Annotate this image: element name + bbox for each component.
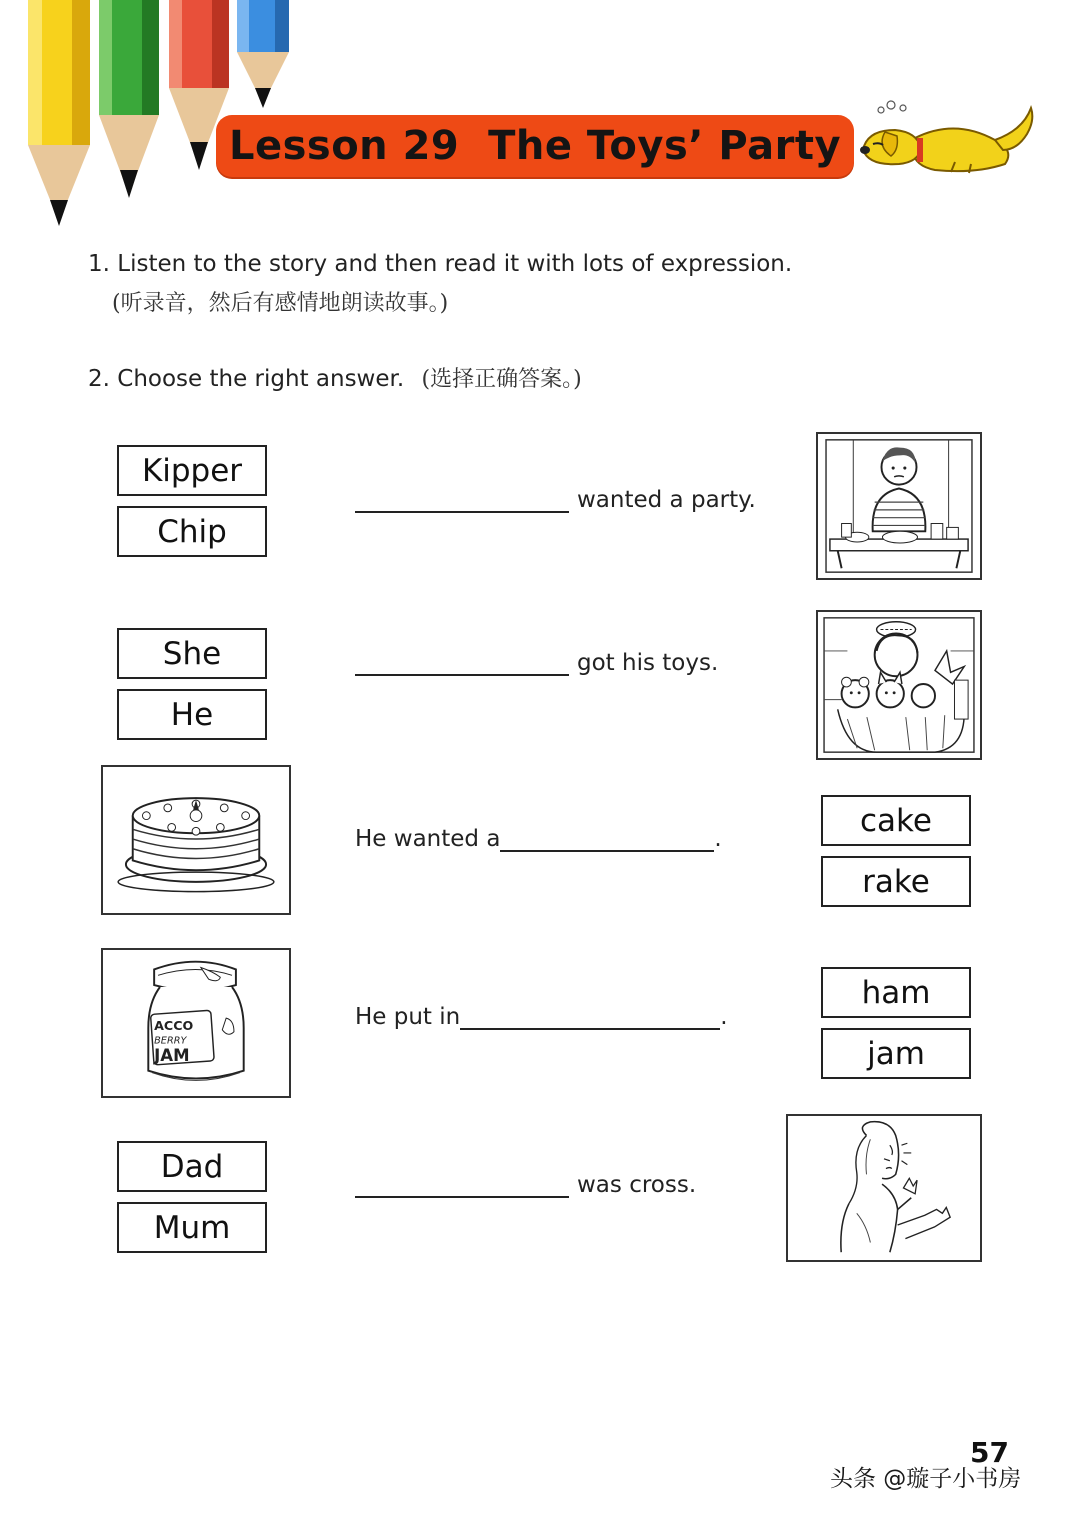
answer-blank-3[interactable] <box>500 824 714 852</box>
instruction-1 <box>88 251 792 277</box>
option-he[interactable]: He <box>117 689 267 740</box>
green-pencil-icon <box>97 0 161 200</box>
sentence-4-end: . <box>720 1004 728 1030</box>
sentence-2 <box>355 648 718 676</box>
cake-picture <box>101 765 291 915</box>
instruction-1-translation: (听录音，然后有感情地朗读故事。) <box>112 291 449 316</box>
jar-label-line-3: JAM <box>154 1045 190 1065</box>
sentence-1-text: wanted a party. <box>577 487 756 513</box>
sleeping-dog-icon <box>855 100 1045 180</box>
instruction-2-number: 2. <box>88 366 110 392</box>
sentence-3-end: . <box>714 826 722 852</box>
jam-jar-picture <box>101 948 291 1098</box>
blue-pencil-icon <box>235 0 291 110</box>
option-kipper[interactable]: Kipper <box>117 445 267 496</box>
boy-with-toys-picture <box>816 610 982 760</box>
lesson-title: Lesson 29 The Toys’ Party <box>228 123 842 169</box>
answer-blank-1[interactable] <box>355 485 569 513</box>
instruction-2 <box>88 362 582 393</box>
sentence-2-text: got his toys. <box>577 650 719 676</box>
sentence-1 <box>355 485 756 513</box>
instruction-2-translation: (选择正确答案。) <box>421 367 582 392</box>
answer-blank-2[interactable] <box>355 648 569 676</box>
cross-mum-picture <box>786 1114 982 1262</box>
option-dad[interactable]: Dad <box>117 1141 267 1192</box>
answer-blank-5[interactable] <box>355 1170 569 1198</box>
instruction-1-text: Listen to the story and then read it with lots of expression. <box>117 251 793 277</box>
sentence-4-text: He put in <box>355 1004 461 1030</box>
page-number: 57 <box>970 1436 1009 1469</box>
answer-blank-4[interactable] <box>460 1002 720 1030</box>
option-ham[interactable]: ham <box>821 967 971 1018</box>
yellow-pencil-icon <box>26 0 92 230</box>
option-she[interactable]: She <box>117 628 267 679</box>
instruction-1-number: 1. <box>88 251 110 277</box>
option-jam[interactable]: jam <box>821 1028 971 1079</box>
sentence-3 <box>355 824 722 852</box>
jar-label-line-2: BERRY <box>154 1035 187 1047</box>
sentence-5-text: was cross. <box>577 1172 697 1198</box>
option-mum[interactable]: Mum <box>117 1202 267 1253</box>
boy-at-table-picture <box>816 432 982 580</box>
watermark: 头条 @璇子小书房 <box>830 1466 1022 1492</box>
sentence-3-text: He wanted a <box>355 826 501 852</box>
title-banner <box>216 115 854 177</box>
option-cake[interactable]: cake <box>821 795 971 846</box>
option-chip[interactable]: Chip <box>117 506 267 557</box>
jar-label-line-1: ACCO <box>154 1017 194 1033</box>
option-rake[interactable]: rake <box>821 856 971 907</box>
sentence-5 <box>355 1170 696 1198</box>
instruction-2-text: Choose the right answer. <box>117 366 405 392</box>
sentence-4 <box>355 1002 728 1030</box>
